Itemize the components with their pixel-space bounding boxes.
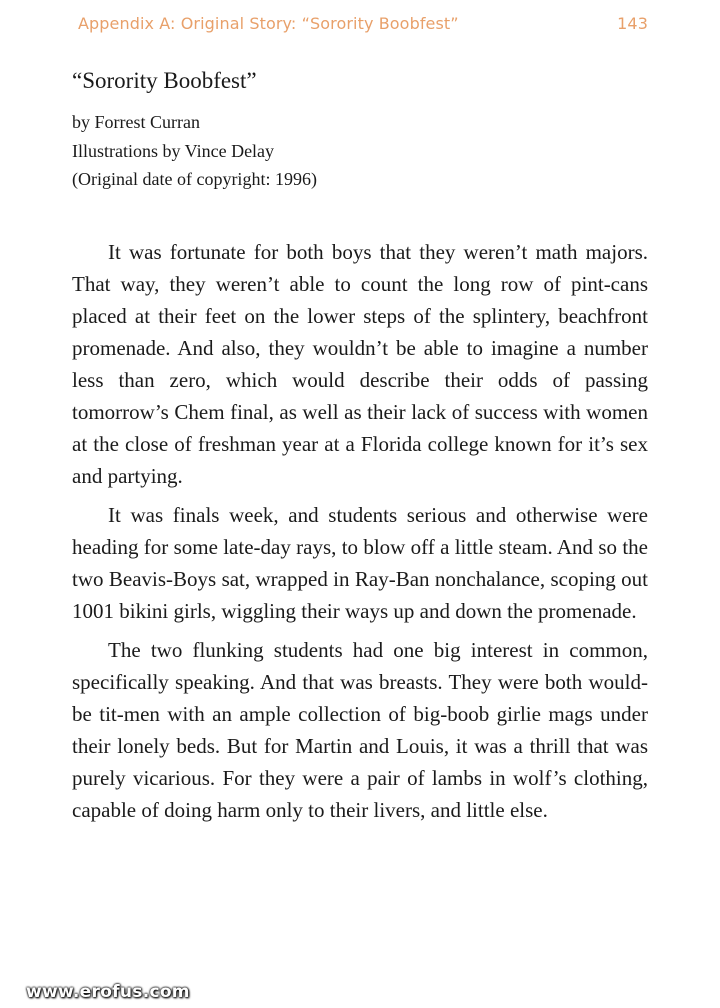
copyright-line: (Original date of copyright: 1996) [72,169,317,189]
story-title: “Sorority Boobfest” [72,68,257,93]
illustrations-line: Illustrations by Vince Delay [72,140,275,161]
page-number: 143 [617,14,648,33]
running-head [78,14,648,33]
paragraph: It was fortunate for both boys that they weren’t math majors. That way, they weren’t able to count the long row of pint-cans placed at their feet on the lower steps of the splintery, beachfront promenade. And also, they wouldn’t be able to imagine a number less than zero, which would describe their odds of passing tomorrow’s Chem final, as well as their lack of success with women at the close of freshman year at a Florida college known for it’s sex and partying. [72,240,648,488]
story-body [72,236,648,833]
author-line: by Forrest Curran [72,112,200,132]
paragraph: The two flunking students had one big interest in common, specifically speaking. And that was breasts. They were both would-be tit-men with an ample collection of big-boob girlie mags under their lonely beds. But for Martin and Louis, it was a thrill that was purely vicarious. For they were a pair of lambs in wolf’s clothing, capable of doing harm only to their livers, and little else. [72,638,648,822]
site-watermark: www.erofus.com [26,982,190,1002]
byline [72,108,317,194]
running-title: Appendix A: Original Story: “Sorority Boobfest” [78,14,459,33]
paragraph: It was finals week, and students serious and otherwise were heading for some late-day rays, to blow off a little steam. And so the two Beavis-Boys sat, wrapped in Ray-Ban nonchalance, scoping out 1001 bikini girls, wiggling their ways up and down the promenade. [72,503,648,623]
